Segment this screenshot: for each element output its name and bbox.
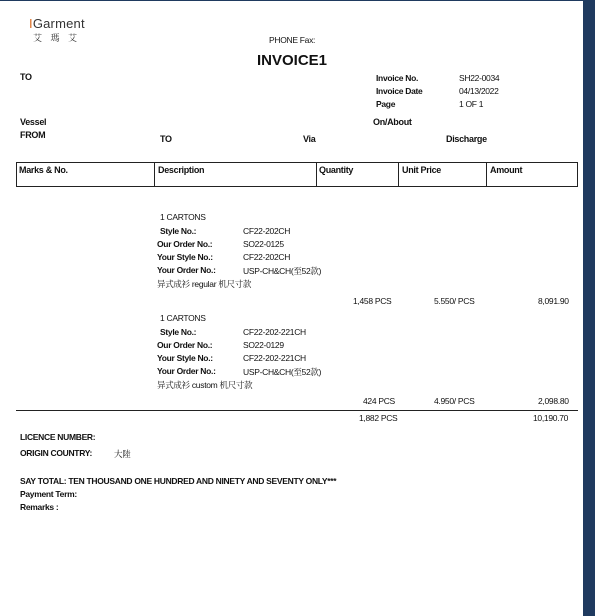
licence-number-label: LICENCE NUMBER: [20,432,96,442]
item-order-value: SO22-0129 [243,340,284,350]
col-header-unit-price: Unit Price [402,165,442,175]
vessel-label: Vessel [20,117,47,127]
item-style-label: Style No.: [160,327,197,337]
table-divider [486,162,487,187]
from-label: FROM [20,130,46,140]
table-divider [316,162,317,187]
say-total-text: SAY TOTAL: TEN THOUSAND ONE HUNDRED AND NINETY AND SEVENTY ONLY*** [20,476,337,486]
company-logo-chinese: 艾 瑪 艾 [33,33,81,43]
item-unit-price: 5.550/ PCS [434,296,475,306]
col-header-marks: Marks & No. [19,165,68,175]
discharge-label: Discharge [446,134,487,144]
invoice-date-value: 04/13/2022 [459,86,499,96]
invoice-no-value: SH22-0034 [459,73,500,83]
item-cartons: 1 CARTONS [160,313,206,323]
total-quantity: 1,882 PCS [359,413,398,423]
item-note: 异式成衫 custom 机尺寸款 [157,380,253,390]
totals-separator-line [16,410,578,411]
origin-country-value: 大陸 [114,449,131,459]
table-header-bottom-line [16,186,578,187]
table-header-top-line [16,162,578,163]
col-header-quantity: Quantity [319,165,354,175]
item-order-value: SO22-0125 [243,239,284,249]
origin-country-label: ORIGIN COUNTRY: [20,448,92,458]
item-your-style-label: Your Style No.: [157,252,213,262]
item-unit-price: 4.950/ PCS [434,396,475,406]
company-logo: IGarment [29,16,85,31]
col-header-description: Description [158,165,205,175]
right-frame-border [583,0,595,616]
invoice-date-label: Invoice Date [376,86,423,96]
item-amount: 2,098.80 [538,396,569,406]
item-style-label: Style No.: [160,226,197,236]
remarks-label: Remarks : [20,502,59,512]
item-your-order-value: USP-CH&CH(至52款) [243,367,322,377]
to-port-label: TO [160,134,172,144]
item-style-value: CF22-202-221CH [243,327,306,337]
item-cartons: 1 CARTONS [160,212,206,222]
item-your-style-value: CF22-202-221CH [243,353,306,363]
to-label: TO [20,72,32,82]
item-quantity: 424 PCS [363,396,395,406]
table-divider [16,162,17,187]
invoice-title: INVOICE1 [257,52,328,69]
item-order-label: Our Order No.: [157,239,213,249]
via-label: Via [303,134,316,144]
top-border [0,0,583,1]
item-note: 异式成衫 regular 机尺寸款 [157,279,252,289]
col-header-amount: Amount [490,165,523,175]
item-amount: 8,091.90 [538,296,569,306]
phone-fax-label: PHONE Fax: [269,35,316,45]
item-quantity: 1,458 PCS [353,296,392,306]
item-your-style-value: CF22-202CH [243,252,291,262]
table-divider [154,162,155,187]
total-amount: 10,190.70 [533,413,569,423]
page-value: 1 OF 1 [459,99,484,109]
table-divider [398,162,399,187]
on-about-label: On/About [373,117,412,127]
item-style-value: CF22-202CH [243,226,291,236]
invoice-no-label: Invoice No. [376,73,419,83]
item-your-order-value: USP-CH&CH(至52款) [243,266,322,276]
item-your-order-label: Your Order No.: [157,366,216,376]
page-label: Page [376,99,396,109]
item-your-style-label: Your Style No.: [157,353,213,363]
item-your-order-label: Your Order No.: [157,265,216,275]
payment-term-label: Payment Term: [20,489,77,499]
table-divider [577,162,578,187]
item-order-label: Our Order No.: [157,340,213,350]
